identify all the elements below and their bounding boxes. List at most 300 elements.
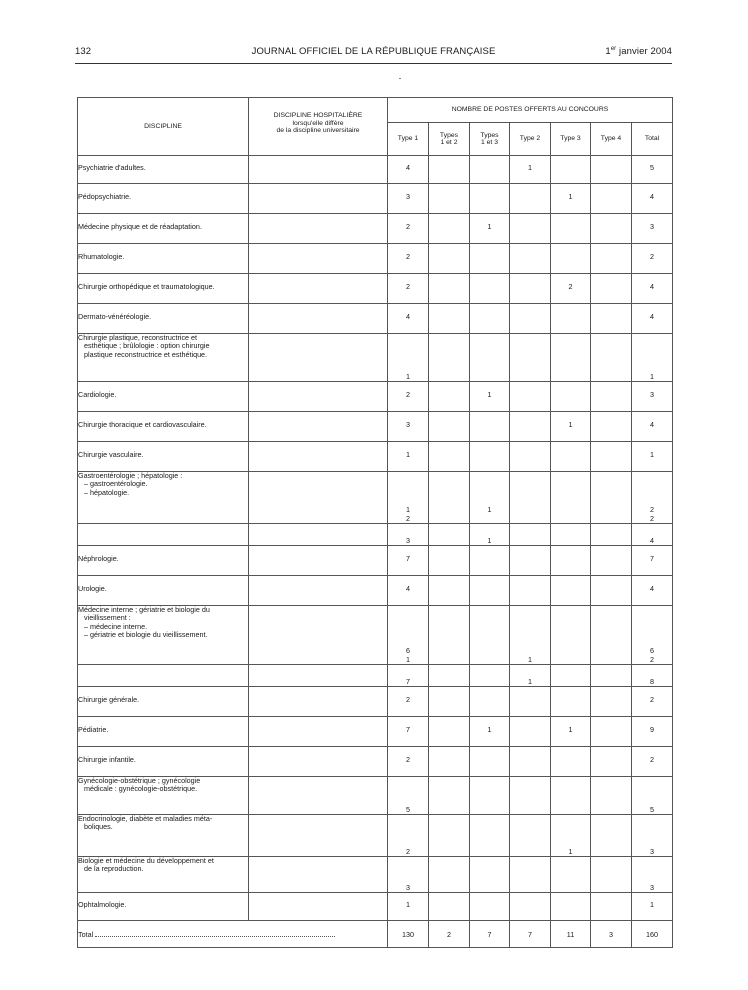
count-cell — [470, 717, 510, 747]
count-value — [510, 726, 550, 734]
discipline-line: boliques. — [84, 822, 113, 832]
count-cell — [551, 442, 591, 472]
count-cell — [388, 893, 429, 921]
count-value — [510, 193, 550, 201]
count-value — [510, 555, 550, 563]
count-value: 1 — [528, 163, 532, 173]
count-cell — [510, 687, 551, 717]
count-cell — [429, 747, 470, 777]
count-cell — [470, 747, 510, 777]
discipline-row — [78, 274, 673, 304]
count-value: 4 — [650, 584, 654, 594]
discipline-line: Médecine interne ; gériatrie et biologie du — [78, 605, 210, 614]
type-header-line1: Type 3 — [560, 135, 581, 143]
count-value: 2 — [406, 390, 410, 400]
count-cell — [510, 893, 551, 921]
count-cell — [591, 576, 632, 606]
discipline-line: Rhumatologie. — [78, 252, 125, 262]
discipline-cell — [78, 214, 249, 244]
discipline-cell — [78, 412, 249, 442]
count-value — [429, 421, 469, 429]
count-cell — [591, 717, 632, 747]
total-value: 11 — [551, 921, 591, 948]
discipline-row — [78, 442, 673, 472]
discipline-row — [78, 546, 673, 576]
count-cell — [510, 274, 551, 304]
total-value: 3 — [591, 921, 632, 948]
discipline-row — [78, 382, 673, 412]
hospital-discipline-cell — [249, 412, 388, 442]
count-value: 3 — [650, 882, 654, 892]
count-cell — [551, 687, 591, 717]
discipline-cell — [78, 665, 249, 687]
discipline-row — [78, 747, 673, 777]
discipline-line: – hépatologie. — [84, 487, 130, 497]
count-cell — [632, 214, 673, 244]
count-cell — [551, 156, 591, 184]
count-value — [470, 848, 509, 856]
count-cell — [632, 747, 673, 777]
count-value — [429, 806, 469, 814]
count-value — [470, 678, 509, 686]
count-cell — [551, 747, 591, 777]
count-cell — [429, 304, 470, 334]
count-cell — [429, 334, 470, 382]
discipline-line: Psychiatrie d'adultes. — [78, 163, 146, 173]
discipline-line: Chirurgie générale. — [78, 695, 140, 705]
count-cell — [632, 304, 673, 334]
count-value — [429, 585, 469, 593]
count-value — [591, 515, 631, 523]
count-value — [470, 756, 509, 764]
count-cell — [551, 893, 591, 921]
count-value — [510, 391, 550, 399]
count-value — [591, 451, 631, 459]
count-value — [470, 283, 509, 291]
count-cell — [429, 546, 470, 576]
hospital-discipline-cell — [249, 184, 388, 214]
count-value — [510, 884, 550, 892]
count-value: 1 — [406, 371, 410, 381]
count-cell — [429, 815, 470, 857]
count-cell — [470, 412, 510, 442]
count-cell — [470, 214, 510, 244]
count-value — [591, 656, 631, 664]
hospital-discipline-cell — [249, 156, 388, 184]
count-cell — [551, 606, 591, 665]
count-cell — [429, 472, 470, 524]
discipline-cell — [78, 442, 249, 472]
count-cell — [470, 893, 510, 921]
count-value — [510, 283, 550, 291]
count-cell — [632, 442, 673, 472]
count-cell — [388, 184, 429, 214]
count-value: 1 — [487, 725, 492, 735]
discipline-row — [78, 304, 673, 334]
discipline-row — [78, 717, 673, 747]
date-day: 1 — [605, 46, 611, 58]
count-cell — [429, 777, 470, 815]
discipline-cell — [78, 606, 249, 665]
count-value — [429, 391, 469, 399]
count-value — [429, 283, 469, 291]
type-header-line1: Types — [439, 131, 459, 139]
col-type-header — [591, 123, 632, 156]
count-value — [591, 585, 631, 593]
count-cell — [470, 304, 510, 334]
total-value: 7 — [470, 921, 510, 948]
hosp-header-line2: lorsqu'elle diffère — [292, 119, 344, 127]
count-cell — [591, 893, 632, 921]
count-value — [510, 223, 550, 231]
count-value: 1 — [406, 900, 410, 910]
count-value — [591, 884, 631, 892]
count-value — [429, 901, 469, 909]
count-value: 1 — [650, 900, 654, 910]
total-value: 2 — [429, 921, 470, 948]
count-value — [470, 253, 509, 261]
count-cell — [388, 777, 429, 815]
discipline-line: Endocrinologie, diabète et maladies méta- — [78, 814, 213, 823]
count-value — [591, 806, 631, 814]
count-value: 2 — [650, 755, 654, 765]
count-value — [551, 555, 590, 563]
discipline-line: – médecine interne. — [84, 621, 148, 631]
count-value: 7 — [406, 676, 410, 686]
count-cell — [510, 857, 551, 893]
count-value — [470, 806, 509, 814]
col-type-header — [470, 123, 510, 156]
hospital-discipline-cell — [249, 546, 388, 576]
count-cell — [591, 412, 632, 442]
count-cell — [510, 747, 551, 777]
count-value — [470, 884, 509, 892]
count-cell — [388, 274, 429, 304]
hospital-discipline-cell — [249, 524, 388, 546]
count-value — [429, 515, 469, 523]
count-value — [591, 696, 631, 704]
total-row — [78, 921, 673, 948]
count-cell — [388, 244, 429, 274]
count-value — [429, 884, 469, 892]
count-value — [510, 806, 550, 814]
count-value — [591, 848, 631, 856]
total-leader-dots — [95, 936, 335, 937]
count-cell — [510, 815, 551, 857]
hospital-discipline-cell — [249, 576, 388, 606]
hospital-discipline-cell — [249, 304, 388, 334]
count-value: 3 — [406, 535, 410, 545]
type-header-line2: 1 et 2 — [440, 139, 458, 146]
count-cell — [591, 857, 632, 893]
discipline-cell — [78, 274, 249, 304]
discipline-line: Chirurgie plastique, reconstructrice et — [78, 333, 198, 342]
count-value — [470, 656, 509, 664]
count-cell — [470, 472, 510, 524]
col-type-header — [632, 123, 673, 156]
count-value — [551, 901, 590, 909]
count-cell — [632, 334, 673, 382]
count-cell — [591, 334, 632, 382]
count-value — [591, 164, 631, 172]
discipline-cell — [78, 893, 249, 921]
hospital-discipline-cell — [249, 274, 388, 304]
count-cell — [591, 524, 632, 546]
count-value — [551, 806, 590, 814]
count-value: 2 — [406, 695, 410, 705]
count-value — [510, 848, 550, 856]
count-value — [551, 756, 590, 764]
count-cell — [510, 304, 551, 334]
type-header-line1: Total — [644, 135, 660, 143]
count-cell — [388, 524, 429, 546]
count-cell — [591, 304, 632, 334]
discipline-cell — [78, 747, 249, 777]
count-value — [470, 901, 509, 909]
count-cell — [591, 777, 632, 815]
count-cell — [591, 815, 632, 857]
count-cell — [388, 546, 429, 576]
count-value — [510, 515, 550, 523]
count-value — [510, 901, 550, 909]
count-value — [591, 283, 631, 291]
count-value — [510, 585, 550, 593]
count-value — [591, 391, 631, 399]
count-cell — [510, 576, 551, 606]
count-value: 5 — [650, 163, 654, 173]
count-cell — [429, 524, 470, 546]
count-value — [591, 726, 631, 734]
count-value — [551, 373, 590, 381]
count-value: 3 — [650, 846, 654, 856]
count-cell — [470, 184, 510, 214]
total-value: 130 — [388, 921, 429, 948]
count-value — [591, 313, 631, 321]
hospital-discipline-cell — [249, 665, 388, 687]
count-value: 4 — [650, 312, 654, 322]
discipline-line: Chirurgie orthopédique et traumatologique. — [78, 282, 215, 292]
header-rule — [75, 63, 672, 64]
count-value — [551, 884, 590, 892]
hospital-discipline-cell — [249, 815, 388, 857]
count-cell — [551, 777, 591, 815]
hospital-discipline-cell — [249, 442, 388, 472]
count-cell — [388, 472, 429, 524]
count-cell — [429, 412, 470, 442]
count-value: 1 — [528, 676, 532, 686]
count-value — [510, 537, 550, 545]
count-cell — [470, 815, 510, 857]
count-cell — [510, 382, 551, 412]
count-value: 4 — [650, 282, 654, 292]
discipline-cell — [78, 472, 249, 524]
count-value — [470, 515, 509, 523]
count-cell — [632, 274, 673, 304]
count-value — [591, 537, 631, 545]
count-cell — [429, 687, 470, 717]
discipline-line: Gastroentérologie ; hépatologie : — [78, 471, 183, 480]
count-cell — [470, 524, 510, 546]
count-value — [551, 451, 590, 459]
hosp-header-line3: de la discipline universitaire — [276, 127, 360, 134]
count-cell — [591, 214, 632, 244]
hospital-discipline-cell — [249, 893, 388, 921]
discipline-cell — [78, 244, 249, 274]
count-value — [510, 313, 550, 321]
count-cell — [632, 472, 673, 524]
count-value — [510, 253, 550, 261]
count-value: 4 — [406, 163, 410, 173]
count-value — [591, 678, 631, 686]
discipline-line: Urologie. — [78, 584, 107, 594]
count-value — [510, 696, 550, 704]
count-cell — [551, 472, 591, 524]
hospital-discipline-cell — [249, 606, 388, 665]
count-cell — [551, 274, 591, 304]
count-cell — [429, 606, 470, 665]
count-value: 1 — [487, 222, 492, 232]
count-value — [429, 656, 469, 664]
count-value: 2 — [406, 755, 410, 765]
count-value: 1 — [568, 725, 573, 735]
count-value: 2 — [650, 654, 654, 664]
count-cell — [591, 184, 632, 214]
count-cell — [510, 717, 551, 747]
discipline-row — [78, 893, 673, 921]
type-header-line1: Type 4 — [600, 135, 622, 143]
page-number: 132 — [75, 46, 92, 57]
count-value: 4 — [650, 535, 654, 545]
count-value — [429, 451, 469, 459]
hospital-discipline-cell — [249, 382, 388, 412]
count-cell — [388, 815, 429, 857]
count-cell — [470, 665, 510, 687]
count-value — [470, 164, 509, 172]
count-cell — [470, 687, 510, 717]
discipline-cell — [78, 576, 249, 606]
count-value: 4 — [406, 584, 410, 594]
count-value: 5 — [650, 804, 654, 814]
count-cell — [591, 546, 632, 576]
count-cell — [591, 606, 632, 665]
count-value — [591, 223, 631, 231]
count-value — [470, 555, 509, 563]
count-cell — [429, 382, 470, 412]
count-value: 1 — [568, 420, 573, 430]
hospital-discipline-cell — [249, 214, 388, 244]
count-cell — [551, 815, 591, 857]
count-value: 3 — [650, 390, 654, 400]
count-value: 1 — [568, 192, 573, 202]
hospital-discipline-cell — [249, 717, 388, 747]
count-value — [429, 164, 469, 172]
count-value — [551, 537, 590, 545]
count-value — [510, 451, 550, 459]
hospital-discipline-cell — [249, 747, 388, 777]
count-cell — [510, 442, 551, 472]
count-cell — [470, 334, 510, 382]
col-type-header — [388, 123, 429, 156]
count-value — [591, 555, 631, 563]
count-value — [551, 696, 590, 704]
count-value: 5 — [406, 804, 410, 814]
count-cell — [591, 274, 632, 304]
count-value: 1 — [528, 654, 532, 664]
discipline-line: Cardiologie. — [78, 390, 117, 400]
count-value: 1 — [406, 654, 410, 664]
count-cell — [632, 546, 673, 576]
discipline-row — [78, 606, 673, 665]
count-value — [470, 373, 509, 381]
count-value — [470, 193, 509, 201]
count-value — [429, 678, 469, 686]
discipline-cell — [78, 382, 249, 412]
count-cell — [388, 606, 429, 665]
count-value: 3 — [406, 882, 410, 892]
count-cell — [429, 214, 470, 244]
count-value: 2 — [406, 222, 410, 232]
count-cell — [551, 717, 591, 747]
discipline-line: Médecine physique et de réadaptation. — [78, 222, 202, 232]
hospital-discipline-cell — [249, 777, 388, 815]
discipline-line: – gériatrie et biologie du vieillissement. — [84, 630, 208, 640]
discipline-row — [78, 687, 673, 717]
col-group-header: NOMBRE DE POSTES OFFERTS AU CONCOURS — [388, 98, 673, 123]
hospital-discipline-cell — [249, 244, 388, 274]
count-cell — [388, 857, 429, 893]
count-cell — [551, 576, 591, 606]
count-cell — [388, 717, 429, 747]
count-cell — [632, 717, 673, 747]
count-value — [551, 515, 590, 523]
count-cell — [388, 304, 429, 334]
count-cell — [551, 244, 591, 274]
count-cell — [591, 747, 632, 777]
page-header — [75, 46, 672, 62]
count-cell — [632, 893, 673, 921]
count-cell — [591, 472, 632, 524]
count-value — [470, 585, 509, 593]
count-value — [470, 696, 509, 704]
count-value — [429, 193, 469, 201]
count-cell — [470, 857, 510, 893]
count-cell — [632, 412, 673, 442]
count-cell — [632, 606, 673, 665]
count-cell — [388, 334, 429, 382]
count-value — [551, 678, 590, 686]
count-cell — [470, 442, 510, 472]
count-cell — [429, 244, 470, 274]
count-value — [591, 253, 631, 261]
count-value — [591, 421, 631, 429]
count-cell — [510, 665, 551, 687]
total-label: Total — [78, 929, 94, 939]
discipline-cell — [78, 857, 249, 893]
count-value — [429, 373, 469, 381]
count-value — [591, 193, 631, 201]
discipline-cell — [78, 687, 249, 717]
discipline-line: Chirurgie infantile. — [78, 755, 136, 765]
discipline-cell — [78, 717, 249, 747]
publication-date — [605, 46, 672, 57]
count-value: 2 — [406, 282, 410, 292]
count-cell — [429, 442, 470, 472]
count-cell — [632, 184, 673, 214]
discipline-line: Néphrologie. — [78, 554, 119, 564]
discipline-row — [78, 815, 673, 857]
print-speck — [399, 78, 401, 79]
count-cell — [591, 665, 632, 687]
